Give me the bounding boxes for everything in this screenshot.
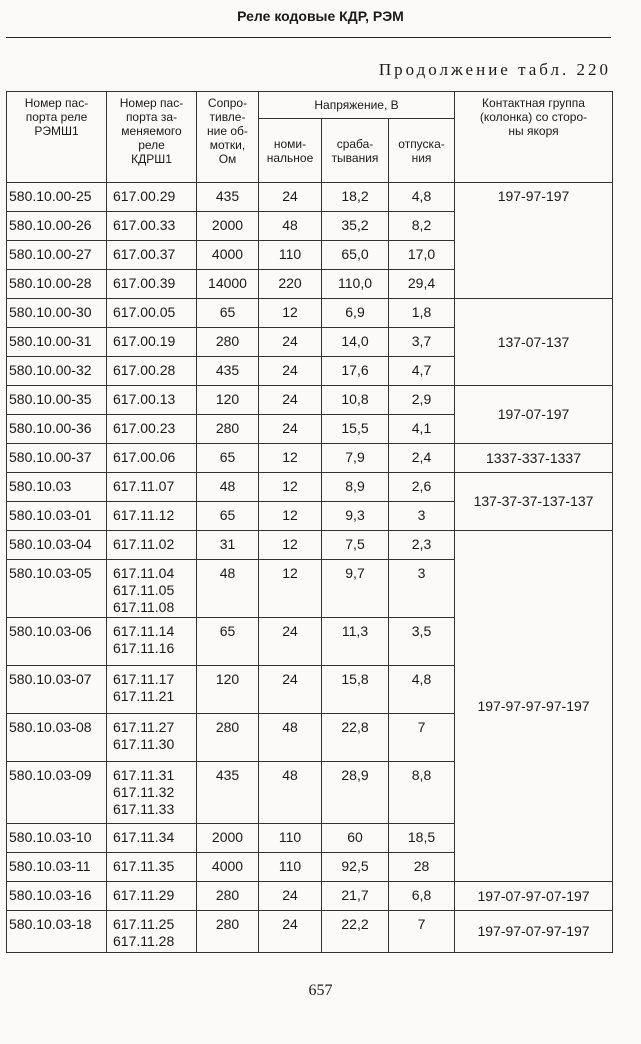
cell-resistance: 280 — [197, 328, 259, 357]
cell-pickup: 60 — [322, 824, 389, 853]
cell-replaced: 617.00.33 — [107, 212, 197, 241]
cell-pickup: 8,9 — [322, 473, 389, 502]
cell-contact-group: 197-07-197 — [455, 386, 613, 444]
cell-pickup: 22,2 — [322, 911, 389, 953]
cell-replaced: 617.00.19 — [107, 328, 197, 357]
table-row — [7, 183, 613, 212]
cell-pickup: 10,8 — [322, 386, 389, 415]
cell-replaced: 617.11.27 617.11.30 — [107, 714, 197, 762]
cell-pickup: 35,2 — [322, 212, 389, 241]
cell-passport: 580.10.03-08 — [7, 714, 107, 762]
cell-passport: 580.10.03-18 — [7, 911, 107, 953]
cell-nominal: 48 — [259, 212, 322, 241]
cell-pickup: 92,5 — [322, 853, 389, 882]
cell-replaced: 617.11.14 617.11.16 — [107, 618, 197, 666]
cell-release: 3,5 — [389, 618, 455, 666]
cell-release: 2,3 — [389, 531, 455, 560]
cell-nominal: 12 — [259, 299, 322, 328]
cell-resistance: 435 — [197, 762, 259, 824]
cell-resistance: 280 — [197, 415, 259, 444]
page-number: 657 — [308, 982, 333, 999]
cell-replaced: 617.11.31 617.11.32 617.11.33 — [107, 762, 197, 824]
table-row — [7, 911, 613, 953]
cell-pickup: 110,0 — [322, 270, 389, 299]
cell-pickup: 9,7 — [322, 560, 389, 618]
cell-replaced: 617.11.17 617.11.21 — [107, 666, 197, 714]
cell-replaced: 617.11.02 — [107, 531, 197, 560]
cell-nominal: 12 — [259, 502, 322, 531]
cell-resistance: 48 — [197, 560, 259, 618]
cell-pickup: 18,2 — [322, 183, 389, 212]
cell-pickup: 28,9 — [322, 762, 389, 824]
cell-release: 4,8 — [389, 666, 455, 714]
table-row — [7, 299, 613, 328]
cell-nominal: 48 — [259, 762, 322, 824]
cell-replaced: 617.00.28 — [107, 357, 197, 386]
cell-release: 2,6 — [389, 473, 455, 502]
cell-resistance: 2000 — [197, 212, 259, 241]
cell-release: 17,0 — [389, 241, 455, 270]
cell-release: 7 — [389, 911, 455, 953]
cell-replaced: 617.11.25 617.11.28 — [107, 911, 197, 953]
cell-contact-group: 1337-337-1337 — [455, 444, 613, 473]
cell-pickup: 9,3 — [322, 502, 389, 531]
cell-release: 3,7 — [389, 328, 455, 357]
cell-replaced: 617.11.34 — [107, 824, 197, 853]
cell-release: 4,1 — [389, 415, 455, 444]
cell-resistance: 4000 — [197, 241, 259, 270]
cell-passport: 580.10.03-04 — [7, 531, 107, 560]
cell-replaced: 617.11.29 — [107, 882, 197, 911]
cell-replaced: 617.11.07 — [107, 473, 197, 502]
cell-release: 1,8 — [389, 299, 455, 328]
cell-release: 3 — [389, 502, 455, 531]
cell-replaced: 617.00.23 — [107, 415, 197, 444]
cell-release: 3 — [389, 560, 455, 618]
cell-passport: 580.10.00-32 — [7, 357, 107, 386]
cell-pickup: 17,6 — [322, 357, 389, 386]
cell-resistance: 2000 — [197, 824, 259, 853]
cell-passport: 580.10.00-36 — [7, 415, 107, 444]
col-header-replaced: Номер пас- порта за- меняемого реле КДРШ1 — [107, 92, 197, 183]
cell-replaced: 617.00.06 — [107, 444, 197, 473]
cell-passport: 580.10.03-06 — [7, 618, 107, 666]
cell-release: 18,5 — [389, 824, 455, 853]
cell-nominal: 12 — [259, 473, 322, 502]
cell-resistance: 435 — [197, 357, 259, 386]
cell-pickup: 21,7 — [322, 882, 389, 911]
cell-replaced: 617.11.35 — [107, 853, 197, 882]
cell-replaced: 617.00.37 — [107, 241, 197, 270]
col-header-pickup: сраба- тывания — [322, 119, 389, 183]
cell-replaced: 617.00.39 — [107, 270, 197, 299]
cell-replaced: 617.11.04 617.11.05 617.11.08 — [107, 560, 197, 618]
cell-pickup: 15,5 — [322, 415, 389, 444]
cell-release: 2,9 — [389, 386, 455, 415]
col-header-passport: Номер пас- порта реле РЭМШ1 — [7, 92, 107, 183]
cell-resistance: 120 — [197, 386, 259, 415]
cell-replaced: 617.00.13 — [107, 386, 197, 415]
cell-contact-group: 197-97-07-97-197 — [455, 911, 613, 953]
cell-release: 29,4 — [389, 270, 455, 299]
cell-nominal: 24 — [259, 415, 322, 444]
cell-passport: 580.10.00-30 — [7, 299, 107, 328]
cell-release: 8,2 — [389, 212, 455, 241]
cell-pickup: 11,3 — [322, 618, 389, 666]
header-rule — [6, 37, 611, 38]
cell-passport: 580.10.03-09 — [7, 762, 107, 824]
cell-nominal: 12 — [259, 444, 322, 473]
relay-table — [6, 91, 613, 953]
running-header: Реле кодовые КДР, РЭМ — [237, 8, 404, 24]
cell-pickup: 6,9 — [322, 299, 389, 328]
cell-pickup: 15,8 — [322, 666, 389, 714]
cell-passport: 580.10.00-35 — [7, 386, 107, 415]
cell-passport: 580.10.03-11 — [7, 853, 107, 882]
cell-passport: 580.10.03-01 — [7, 502, 107, 531]
cell-pickup: 14,0 — [322, 328, 389, 357]
cell-resistance: 435 — [197, 183, 259, 212]
cell-contact-group: 197-97-97-97-197 — [455, 531, 613, 882]
table-body — [7, 183, 613, 953]
cell-pickup: 7,5 — [322, 531, 389, 560]
cell-passport: 580.10.00-28 — [7, 270, 107, 299]
cell-resistance: 120 — [197, 666, 259, 714]
cell-nominal: 220 — [259, 270, 322, 299]
cell-nominal: 24 — [259, 386, 322, 415]
cell-passport: 580.10.03-10 — [7, 824, 107, 853]
col-header-nominal: номи- нальное — [259, 119, 322, 183]
cell-contact-group: 197-97-197 — [455, 183, 613, 299]
table-continuation-caption: Продолжение табл. 220 — [378, 60, 611, 79]
cell-release: 6,8 — [389, 882, 455, 911]
cell-passport: 580.10.00-37 — [7, 444, 107, 473]
table-row — [7, 386, 613, 415]
cell-passport: 580.10.03-05 — [7, 560, 107, 618]
cell-pickup: 65,0 — [322, 241, 389, 270]
cell-resistance: 280 — [197, 911, 259, 953]
cell-resistance: 31 — [197, 531, 259, 560]
cell-nominal: 110 — [259, 853, 322, 882]
cell-nominal: 24 — [259, 357, 322, 386]
cell-contact-group: 137-37-37-137-137 — [455, 473, 613, 531]
cell-passport: 580.10.00-26 — [7, 212, 107, 241]
cell-contact-group: 137-07-137 — [455, 299, 613, 386]
cell-release: 4,7 — [389, 357, 455, 386]
table-row — [7, 473, 613, 502]
cell-resistance: 65 — [197, 299, 259, 328]
table-row — [7, 444, 613, 473]
cell-resistance: 14000 — [197, 270, 259, 299]
cell-contact-group: 197-07-97-07-197 — [455, 882, 613, 911]
cell-passport: 580.10.03 — [7, 473, 107, 502]
cell-nominal: 24 — [259, 911, 322, 953]
cell-resistance: 65 — [197, 444, 259, 473]
cell-passport: 580.10.00-25 — [7, 183, 107, 212]
cell-resistance: 280 — [197, 882, 259, 911]
cell-release: 4,8 — [389, 183, 455, 212]
cell-nominal: 12 — [259, 560, 322, 618]
cell-replaced: 617.00.05 — [107, 299, 197, 328]
col-header-voltage: Напряжение, В — [259, 92, 455, 119]
cell-nominal: 12 — [259, 531, 322, 560]
col-header-release: отпуска- ния — [389, 119, 455, 183]
cell-passport: 580.10.00-31 — [7, 328, 107, 357]
cell-nominal: 24 — [259, 666, 322, 714]
col-header-resistance: Сопро- тивле- ние об- мотки, Ом — [197, 92, 259, 183]
cell-resistance: 65 — [197, 502, 259, 531]
cell-resistance: 280 — [197, 714, 259, 762]
cell-nominal: 24 — [259, 882, 322, 911]
cell-passport: 580.10.00-27 — [7, 241, 107, 270]
cell-nominal: 48 — [259, 714, 322, 762]
cell-nominal: 24 — [259, 618, 322, 666]
cell-nominal: 110 — [259, 241, 322, 270]
cell-release: 2,4 — [389, 444, 455, 473]
cell-nominal: 110 — [259, 824, 322, 853]
table-row — [7, 882, 613, 911]
cell-passport: 580.10.03-16 — [7, 882, 107, 911]
cell-passport: 580.10.03-07 — [7, 666, 107, 714]
cell-resistance: 48 — [197, 473, 259, 502]
cell-nominal: 24 — [259, 183, 322, 212]
cell-replaced: 617.11.12 — [107, 502, 197, 531]
col-header-contact: Контактная группа (колонка) со сторо- ны якоря — [455, 92, 613, 183]
cell-pickup: 22,8 — [322, 714, 389, 762]
cell-resistance: 65 — [197, 618, 259, 666]
cell-release: 8,8 — [389, 762, 455, 824]
cell-nominal: 24 — [259, 328, 322, 357]
cell-pickup: 7,9 — [322, 444, 389, 473]
table-row — [7, 531, 613, 560]
cell-resistance: 4000 — [197, 853, 259, 882]
cell-release: 28 — [389, 853, 455, 882]
cell-release: 7 — [389, 714, 455, 762]
cell-replaced: 617.00.29 — [107, 183, 197, 212]
